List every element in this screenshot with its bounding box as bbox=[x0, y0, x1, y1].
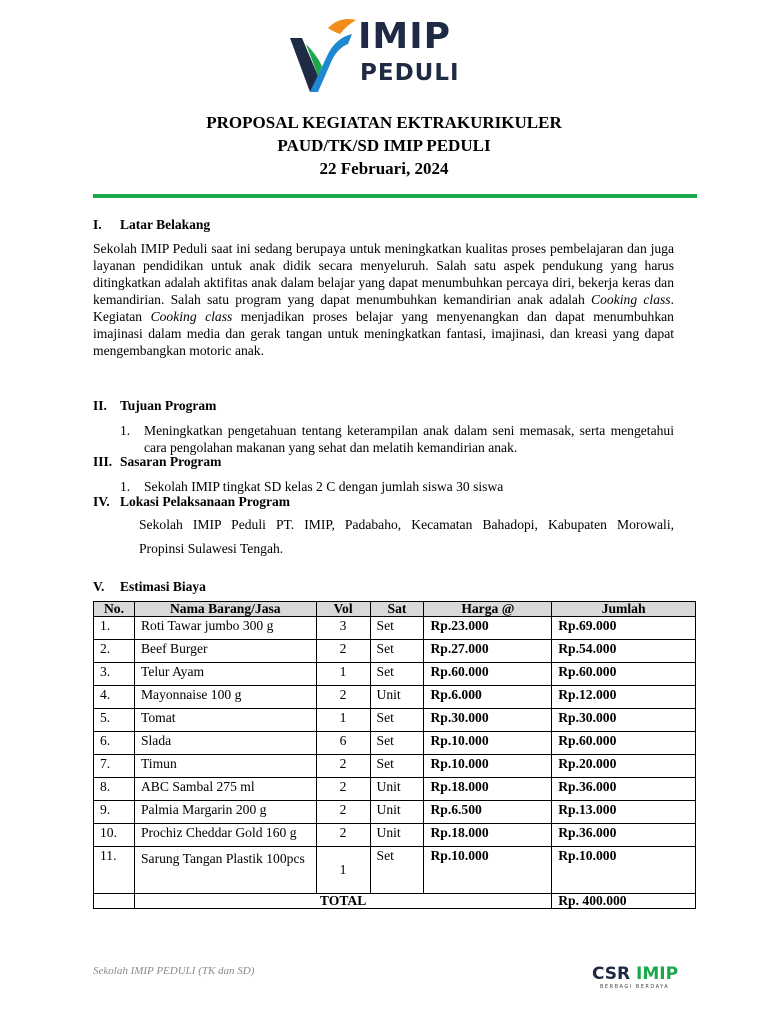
cell-price: Rp.10.000 bbox=[424, 847, 552, 894]
cell-unit: Set bbox=[370, 847, 424, 894]
total-value: Rp. 400.000 bbox=[552, 894, 696, 909]
cell-vol: 1 bbox=[316, 663, 370, 686]
table-row bbox=[94, 755, 696, 778]
cell-price: Rp.18.000 bbox=[424, 778, 552, 801]
cell-unit: Unit bbox=[370, 686, 424, 709]
cell-unit: Set bbox=[370, 640, 424, 663]
document-date: 22 Februari, 2024 bbox=[319, 159, 449, 178]
cell-vol: 2 bbox=[316, 778, 370, 801]
cell-no: 4. bbox=[94, 686, 135, 709]
document-subtitle: PAUD/TK/SD IMIP PEDULI bbox=[277, 136, 491, 155]
latar-text-2: . Kegiatan bbox=[93, 292, 674, 324]
section-title: Lokasi Pelaksanaan Program bbox=[120, 494, 291, 509]
table-row bbox=[94, 801, 696, 824]
cell-vol: 2 bbox=[316, 640, 370, 663]
cell-item: Beef Burger bbox=[134, 640, 316, 663]
sasaran-list-item bbox=[120, 478, 674, 495]
cost-estimate-table bbox=[93, 601, 696, 909]
cell-price: Rp.6.000 bbox=[424, 686, 552, 709]
cell-vol: 1 bbox=[316, 847, 370, 894]
cell-amount: Rp.10.000 bbox=[552, 847, 696, 894]
cell-unit: Set bbox=[370, 663, 424, 686]
cell-item: Telur Ayam bbox=[134, 663, 316, 686]
cell-vol: 1 bbox=[316, 709, 370, 732]
cell-amount: Rp.30.000 bbox=[552, 709, 696, 732]
section-heading-latar bbox=[93, 217, 210, 233]
section-heading-estimasi bbox=[93, 579, 206, 595]
csr-imip-logo bbox=[592, 964, 682, 992]
cell-amount: Rp.20.000 bbox=[552, 755, 696, 778]
cell-item: ABC Sambal 275 ml bbox=[134, 778, 316, 801]
cell-amount: Rp.13.000 bbox=[552, 801, 696, 824]
table-row bbox=[94, 663, 696, 686]
document-title: PROPOSAL KEGIATAN EKTRAKURIKULER bbox=[206, 113, 562, 132]
csr-logo-imip-text: IMIP bbox=[636, 964, 679, 984]
imip-peduli-logo bbox=[288, 14, 488, 94]
table-header-row bbox=[94, 602, 696, 617]
section-number: II. bbox=[93, 398, 107, 413]
section-heading-sasaran bbox=[93, 454, 221, 470]
cell-item: Tomat bbox=[134, 709, 316, 732]
logo-mark-icon bbox=[288, 14, 358, 94]
cell-item: Mayonnaise 100 g bbox=[134, 686, 316, 709]
column-header: Sat bbox=[370, 602, 424, 617]
section-title: Tujuan Program bbox=[120, 398, 217, 413]
cell-empty bbox=[94, 894, 135, 909]
latar-belakang-paragraph bbox=[93, 240, 674, 359]
cell-no: 6. bbox=[94, 732, 135, 755]
cell-price: Rp.27.000 bbox=[424, 640, 552, 663]
column-header: Nama Barang/Jasa bbox=[134, 602, 316, 617]
cell-amount: Rp.60.000 bbox=[552, 663, 696, 686]
cell-price: Rp.23.000 bbox=[424, 617, 552, 640]
column-header: No. bbox=[94, 602, 135, 617]
cell-price: Rp.30.000 bbox=[424, 709, 552, 732]
list-text: Sekolah IMIP tingkat SD kelas 2 C dengan jumlah siswa 30 siswa bbox=[144, 479, 504, 494]
section-number: I. bbox=[93, 217, 102, 232]
cell-item: Prochiz Cheddar Gold 160 g bbox=[134, 824, 316, 847]
footer-school-name: Sekolah IMIP PEDULI (TK dan SD) bbox=[93, 965, 255, 977]
total-label: TOTAL bbox=[134, 894, 551, 909]
section-number: III. bbox=[93, 454, 113, 469]
csr-logo-text: CSR bbox=[592, 964, 631, 984]
section-title: Latar Belakang bbox=[120, 217, 211, 232]
cell-unit: Unit bbox=[370, 801, 424, 824]
logo-text-peduli: PEDULI bbox=[360, 60, 460, 86]
list-text: Meningkatkan pengetahuan tentang keterampilan anak dalam seni memasak, serta mengetahui cara pengolahan makanan yang sehat dan melatih kemandirian anak. bbox=[144, 423, 674, 455]
cell-no: 7. bbox=[94, 755, 135, 778]
table-row bbox=[94, 732, 696, 755]
cell-vol: 6 bbox=[316, 732, 370, 755]
cell-unit: Unit bbox=[370, 824, 424, 847]
table-row bbox=[94, 778, 696, 801]
section-title: Sasaran Program bbox=[120, 454, 222, 469]
table-row bbox=[94, 824, 696, 847]
cell-item: Roti Tawar jumbo 300 g bbox=[134, 617, 316, 640]
latar-text-1: Sekolah IMIP Peduli saat ini sedang berupaya untuk meningkatkan kualitas proses pembelajaran dan juga layanan pendidikan untuk anak didik secara menyeluruh. Salah satu aspek pendukung yang harus ditingkatkan adalah aktifitas anak dalam belajar yang dapat menumbuhkan percaya diri, bekerja keras dan kemandirian. Salah satu program yang dapat menumbuhkan kemandirian anak adalah bbox=[93, 241, 674, 307]
lokasi-line-2: Propinsi Sulawesi Tengah. bbox=[139, 541, 284, 556]
cell-no: 3. bbox=[94, 663, 135, 686]
cell-vol: 3 bbox=[316, 617, 370, 640]
section-title: Estimasi Biaya bbox=[120, 579, 206, 594]
csr-tagline: BERBAGI BERDAYA bbox=[600, 984, 670, 990]
cell-amount: Rp.69.000 bbox=[552, 617, 696, 640]
cell-vol: 2 bbox=[316, 686, 370, 709]
cell-no: 8. bbox=[94, 778, 135, 801]
table-total-row bbox=[94, 894, 696, 909]
section-number: IV. bbox=[93, 494, 110, 509]
cell-unit: Unit bbox=[370, 778, 424, 801]
latar-emphasis-2: Cooking class bbox=[150, 309, 233, 324]
cell-no: 11. bbox=[94, 847, 135, 894]
cell-unit: Set bbox=[370, 755, 424, 778]
latar-emphasis-1: Cooking class bbox=[591, 292, 671, 307]
table-row bbox=[94, 640, 696, 663]
cell-no: 10. bbox=[94, 824, 135, 847]
cell-no: 1. bbox=[94, 617, 135, 640]
column-header: Vol bbox=[316, 602, 370, 617]
cell-amount: Rp.36.000 bbox=[552, 778, 696, 801]
cell-price: Rp.10.000 bbox=[424, 755, 552, 778]
table-row bbox=[94, 686, 696, 709]
cell-no: 2. bbox=[94, 640, 135, 663]
cell-item: Timun bbox=[134, 755, 316, 778]
table-row bbox=[94, 847, 696, 894]
cell-item: Slada bbox=[134, 732, 316, 755]
lokasi-line-1: Sekolah IMIP Peduli PT. IMIP, Padabaho, Kecamatan Bahadopi, Kabupaten Morowali, bbox=[139, 517, 674, 532]
cell-item: Sarung Tangan Plastik 100pcs bbox=[134, 847, 316, 894]
table-row bbox=[94, 709, 696, 732]
cell-unit: Set bbox=[370, 709, 424, 732]
table-row bbox=[94, 617, 696, 640]
cell-amount: Rp.36.000 bbox=[552, 824, 696, 847]
list-number: 1. bbox=[120, 479, 131, 494]
cell-price: Rp.18.000 bbox=[424, 824, 552, 847]
cell-item: Palmia Margarin 200 g bbox=[134, 801, 316, 824]
cell-amount: Rp.60.000 bbox=[552, 732, 696, 755]
column-header: Harga @ bbox=[424, 602, 552, 617]
header-divider bbox=[93, 194, 697, 198]
cell-no: 9. bbox=[94, 801, 135, 824]
cell-vol: 2 bbox=[316, 801, 370, 824]
list-number: 1. bbox=[120, 423, 131, 438]
cell-vol: 2 bbox=[316, 824, 370, 847]
tujuan-list-item bbox=[120, 422, 674, 456]
cell-price: Rp.60.000 bbox=[424, 663, 552, 686]
cell-no: 5. bbox=[94, 709, 135, 732]
cell-vol: 2 bbox=[316, 755, 370, 778]
cell-price: Rp.6.500 bbox=[424, 801, 552, 824]
section-heading-tujuan bbox=[93, 398, 216, 414]
column-header: Jumlah bbox=[552, 602, 696, 617]
cell-unit: Set bbox=[370, 732, 424, 755]
logo-text-imip: IMIP bbox=[358, 16, 451, 57]
cell-unit: Set bbox=[370, 617, 424, 640]
cell-amount: Rp.54.000 bbox=[552, 640, 696, 663]
section-heading-lokasi bbox=[93, 494, 290, 510]
section-number: V. bbox=[93, 579, 105, 594]
cell-amount: Rp.12.000 bbox=[552, 686, 696, 709]
cell-price: Rp.10.000 bbox=[424, 732, 552, 755]
latar-text-3: menjadikan proses belajar yang menyenangkan dan dapat menumbuhkan imajinasi dalam media dan gerak tangan untuk meningkatkan fantasi, imajinasi, dan kreasi yang dapat mengembangkan motoric anak. bbox=[93, 309, 674, 358]
